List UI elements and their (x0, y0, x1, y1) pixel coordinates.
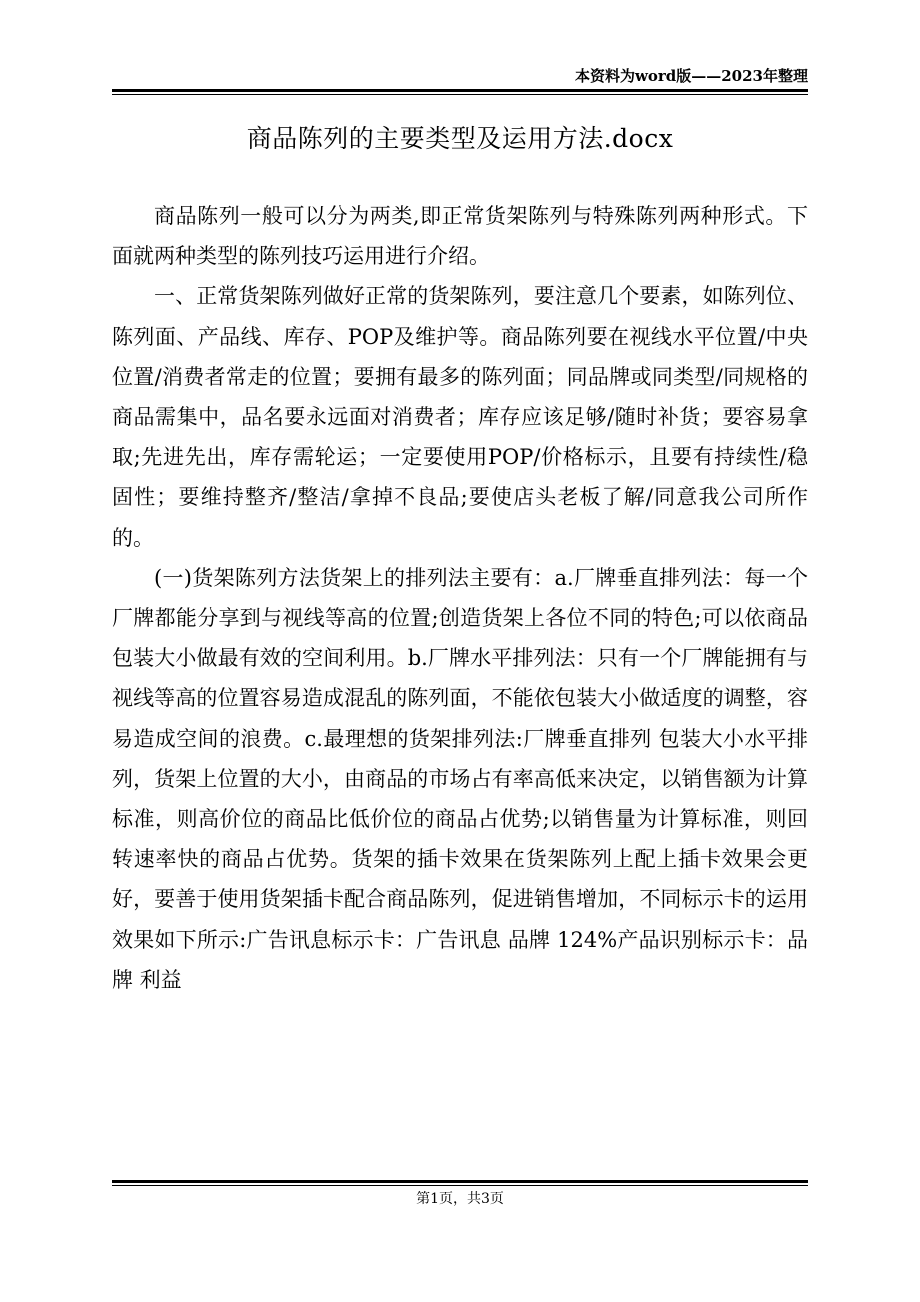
header-rule-thick (112, 89, 808, 92)
page-number: 第1页，共3页 (416, 1191, 504, 1207)
footer-rule-thin (112, 1185, 808, 1186)
header-note: 本资料为word版——2023年整理 (574, 67, 808, 85)
document-title: 商品陈列的主要类型及运用方法.docx (246, 123, 674, 153)
paragraph-shelf-display: 一、正常货架陈列做好正常的货架陈列，要注意几个要素，如陈列位、陈列面、产品线、库存、POP及维护等。商品陈列要在视线水平位置/中央位置/消费者常走的位置；要拥有最多的陈列面；同品牌或同类型/同规格的商品需集中，品名要永远面对消费者；库存应该足够/随时补货；要容易拿取;先进先出，库存需轮运；一定要使用POP/价格标示，且要有持续性/稳固性；要维持整齐/整洁/拿掉不良品;要使店头老板了解/同意我公司所作的。 (112, 284, 808, 550)
document-body (112, 196, 808, 1000)
paragraph-shelf-methods: (一)货架陈列方法货架上的排列法主要有：a.厂牌垂直排列法：每一个厂牌都能分享到与视线等高的位置;创造货架上各位不同的特色;可以依商品包装大小做最有效的空间利用。b.厂牌水平排列法：只有一个厂牌能拥有与视线等高的位置容易造成混乱的陈列面，不能依包装大小做适度的调整，容易造成空间的浪费。c.最理想的货架排列法:厂牌垂直排列 包装大小水平排列，货架上位置的大小，由商品的市场占有率高低来决定，以销售额为计算标准，则高价位的商品比低价位的商品占优势;以销售量为计算标准，则回转速率快的商品占优势。货架的插卡效果在货架陈列上配上插卡效果会更好，要善于使用货架插卡配合商品陈列，促进销售增加，不同标示卡的运用效果如下所示:广告讯息标示卡：广告讯息 品牌 124%产品识别标示卡：品牌 利益 (112, 565, 808, 992)
footer-rule-thick (112, 1180, 808, 1183)
header-rule-thin (112, 94, 808, 95)
paragraph-intro: 商品陈列一般可以分为两类,即正常货架陈列与特殊陈列两种形式。下面就两种类型的陈列技巧运用进行介绍。 (112, 204, 808, 269)
